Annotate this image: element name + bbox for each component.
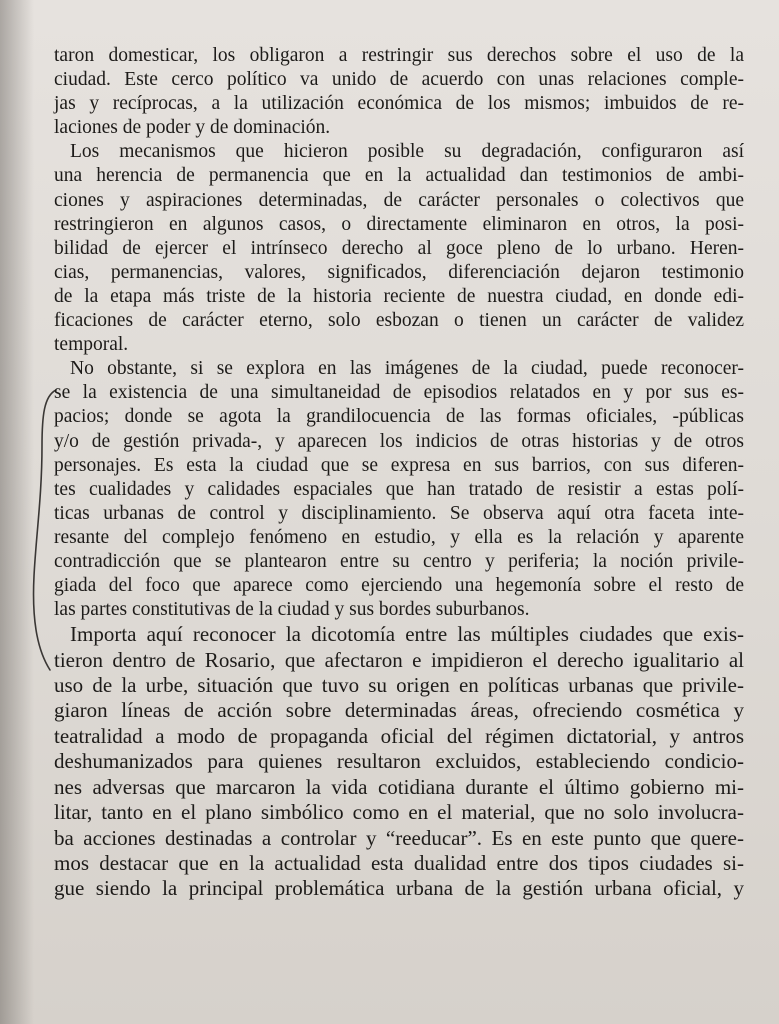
text-line: personajes. Es esta la ciudad que se expresa en sus barrios, con sus diferen- — [54, 454, 744, 476]
text-line: mos destacar que en la actualidad esta dualidad entre dos tipos ciudades si- — [54, 850, 744, 875]
paragraph-2 — [54, 140, 744, 357]
text-line: No obstante, si se explora en las imágenes de la ciudad, puede reconocer- — [70, 358, 744, 380]
text-line: una herencia de permanencia que en la actualidad dan testimonios de ambi- — [54, 165, 744, 187]
text-line: restringieron en algunos casos, o directamente eliminaron en otros, la posi- — [54, 213, 744, 235]
text-line: ciudad. Este cerco político va unido de acuerdo con unas relaciones comple- — [54, 69, 744, 91]
text-line: de la etapa más triste de la historia reciente de nuestra ciudad, en donde edi- — [54, 285, 744, 307]
text-line: Importa aquí reconocer la dicotomía entre las múltiples ciudades que exis- — [70, 622, 744, 647]
text-line: Los mecanismos que hicieron posible su degradación, configuraron así — [70, 141, 744, 163]
text-line: cias, permanencias, valores, significados, diferenciación dejaron testimonio — [54, 261, 744, 283]
text-line: taron domesticar, los obligaron a restringir sus derechos sobre el uso de la — [54, 45, 744, 66]
text-line: bilidad de ejercer el intrínseco derecho al goce pleno de lo urbano. Heren- — [54, 237, 744, 259]
text-line: pacios; donde se agota la grandilocuencia de las formas oficiales, -públicas — [54, 406, 744, 428]
text-line: tes cualidades y calidades espaciales que han tratado de resistir a estas polí- — [54, 478, 744, 500]
text-line: ticas urbanas de control y disciplinamiento. Se observa aquí otra faceta inte- — [54, 502, 744, 524]
text-line: uso de la urbe, situación que tuvo su origen en políticas urbanas que privile- — [54, 673, 744, 698]
text-line: deshumanizados para quienes resultaron excluidos, estableciendo condicio- — [54, 749, 744, 774]
text-line: tieron dentro de Rosario, que afectaron e impidieron el derecho igualitario al — [54, 647, 744, 672]
text-line: laciones de poder y de dominación. — [54, 117, 331, 139]
text-line: ficaciones de carácter eterno, solo esbozan o tienen un carácter de validez — [54, 310, 744, 332]
text-line: gue siendo la principal problemática urbana de la gestión urbana oficial, y — [54, 876, 744, 901]
text-line: ba acciones destinadas a controlar y “reeducar”. Es en este punto que quere- — [54, 825, 744, 850]
text-line: giada del foco que aparece como ejerciendo una hegemonía sobre el resto de — [54, 575, 744, 597]
page-edge-shadow — [0, 0, 34, 1024]
text-line: ciones y aspiraciones determinadas, de carácter personales o colectivos que — [54, 189, 744, 211]
text-line: litar, tanto en el plano simbólico como en el material, que no solo involucra- — [54, 800, 744, 825]
text-line: giaron líneas de acción sobre determinadas áreas, ofreciendo cosmética y — [54, 698, 744, 723]
paragraph-3 — [54, 357, 744, 622]
text-line: teatralidad a modo de propaganda oficial del régimen dictatorial, y antros — [54, 723, 744, 748]
text-line: las partes constitutivas de la ciudad y sus bordes suburbanos. — [54, 599, 530, 621]
body-text — [54, 44, 744, 902]
text-line: y/o de gestión privada-, y aparecen los indicios de otras historias y de otros — [54, 430, 744, 452]
text-line: temporal. — [54, 334, 129, 356]
paragraph-4 — [54, 622, 744, 901]
text-line: nes adversas que marcaron la vida cotidiana durante el último gobierno mi- — [54, 774, 744, 799]
paragraph-1 — [54, 44, 744, 140]
text-line: contradicción que se plantearon entre su centro y periferia; la noción privile- — [54, 550, 744, 572]
text-line: se la existencia de una simultaneidad de episodios relatados en y por sus es- — [54, 382, 744, 404]
text-line: jas y recíprocas, a la utilización económica de los mismos; imbuidos de re- — [54, 93, 744, 115]
text-line: resante del complejo fenómeno en estudio, y ella es la relación y aparente — [54, 526, 744, 548]
